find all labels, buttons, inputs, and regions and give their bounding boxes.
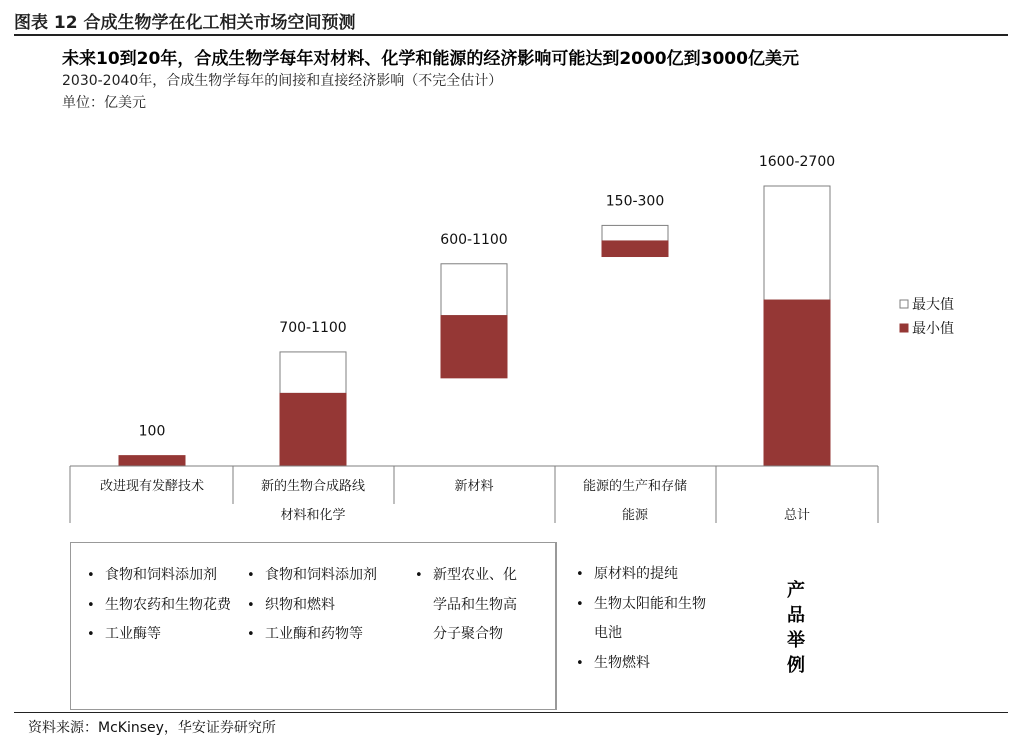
bar-max-segment [441,264,507,316]
bar-min-segment [441,316,507,378]
data-label: 150-300 [605,193,665,210]
chart-title: 未来10到20年，合成生物学每年对材料、化学和能源的经济影响可能达到2000亿到3000亿美元 [62,49,799,69]
chart-subtitle: 2030-2040年，合成生物学每年的间接和直接经济影响（不完全估计） [62,73,503,89]
example-item: • 工业酶等 [83,620,241,650]
data-label: 100 [138,423,166,440]
examples-col-2 [243,561,391,650]
category-label: 改进现有发酵技术 [99,479,205,494]
example-item: • 食物和饲料添加剂 [243,561,391,591]
source-note: 资料来源：McKinsey，华安证券研究所 [28,720,276,736]
examples-label: 产 品 举 例 [787,580,805,676]
bar-min-segment [280,393,346,466]
group-label: 能源 [621,508,649,523]
example-item: • 食物和饲料添加剂 [83,561,241,591]
example-item: • 生物农药和生物花费 [83,591,241,621]
bottom-rule [14,712,1008,713]
example-item: • 工业酶和药物等 [243,620,391,650]
example-item: • 新型农业、化学品和生物高分子聚合物 [411,561,521,650]
examples-separator [556,542,557,710]
bar-min-segment [764,300,830,466]
data-label: 1600-2700 [758,154,836,170]
data-label: 600-1100 [440,231,508,248]
example-item: • 织物和燃料 [243,591,391,621]
examples-box [70,542,556,710]
group-label: 材料和化学 [280,508,346,523]
legend-label: 最大值 [912,297,954,313]
legend-swatch [900,300,908,308]
bar-max-segment [764,186,830,300]
legend-label: 最小值 [912,321,954,337]
category-label: 能源的生产和存储 [582,479,688,494]
category-label: 新材料 [454,479,494,494]
example-item: • 生物燃料 [572,649,712,679]
example-item: • 生物太阳能和生物电池 [572,590,712,649]
legend-swatch [900,324,908,332]
bar-min-segment [119,456,185,466]
examples-col-3 [411,561,521,650]
examples-col-1 [83,561,241,650]
category-label: 新的生物合成路线 [260,479,366,494]
figure-title: 图表 12 合成生物学在化工相关市场空间预测 [14,13,356,33]
bar-min-segment [602,241,668,257]
unit-label: 单位：亿美元 [62,95,146,111]
bar-max-segment [280,352,346,393]
example-item: • 原材料的提纯 [572,560,712,590]
group-label: 总计 [783,508,811,523]
data-label: 700-1100 [279,319,347,336]
bar-max-segment [602,225,668,241]
examples-col-4 [572,560,712,678]
